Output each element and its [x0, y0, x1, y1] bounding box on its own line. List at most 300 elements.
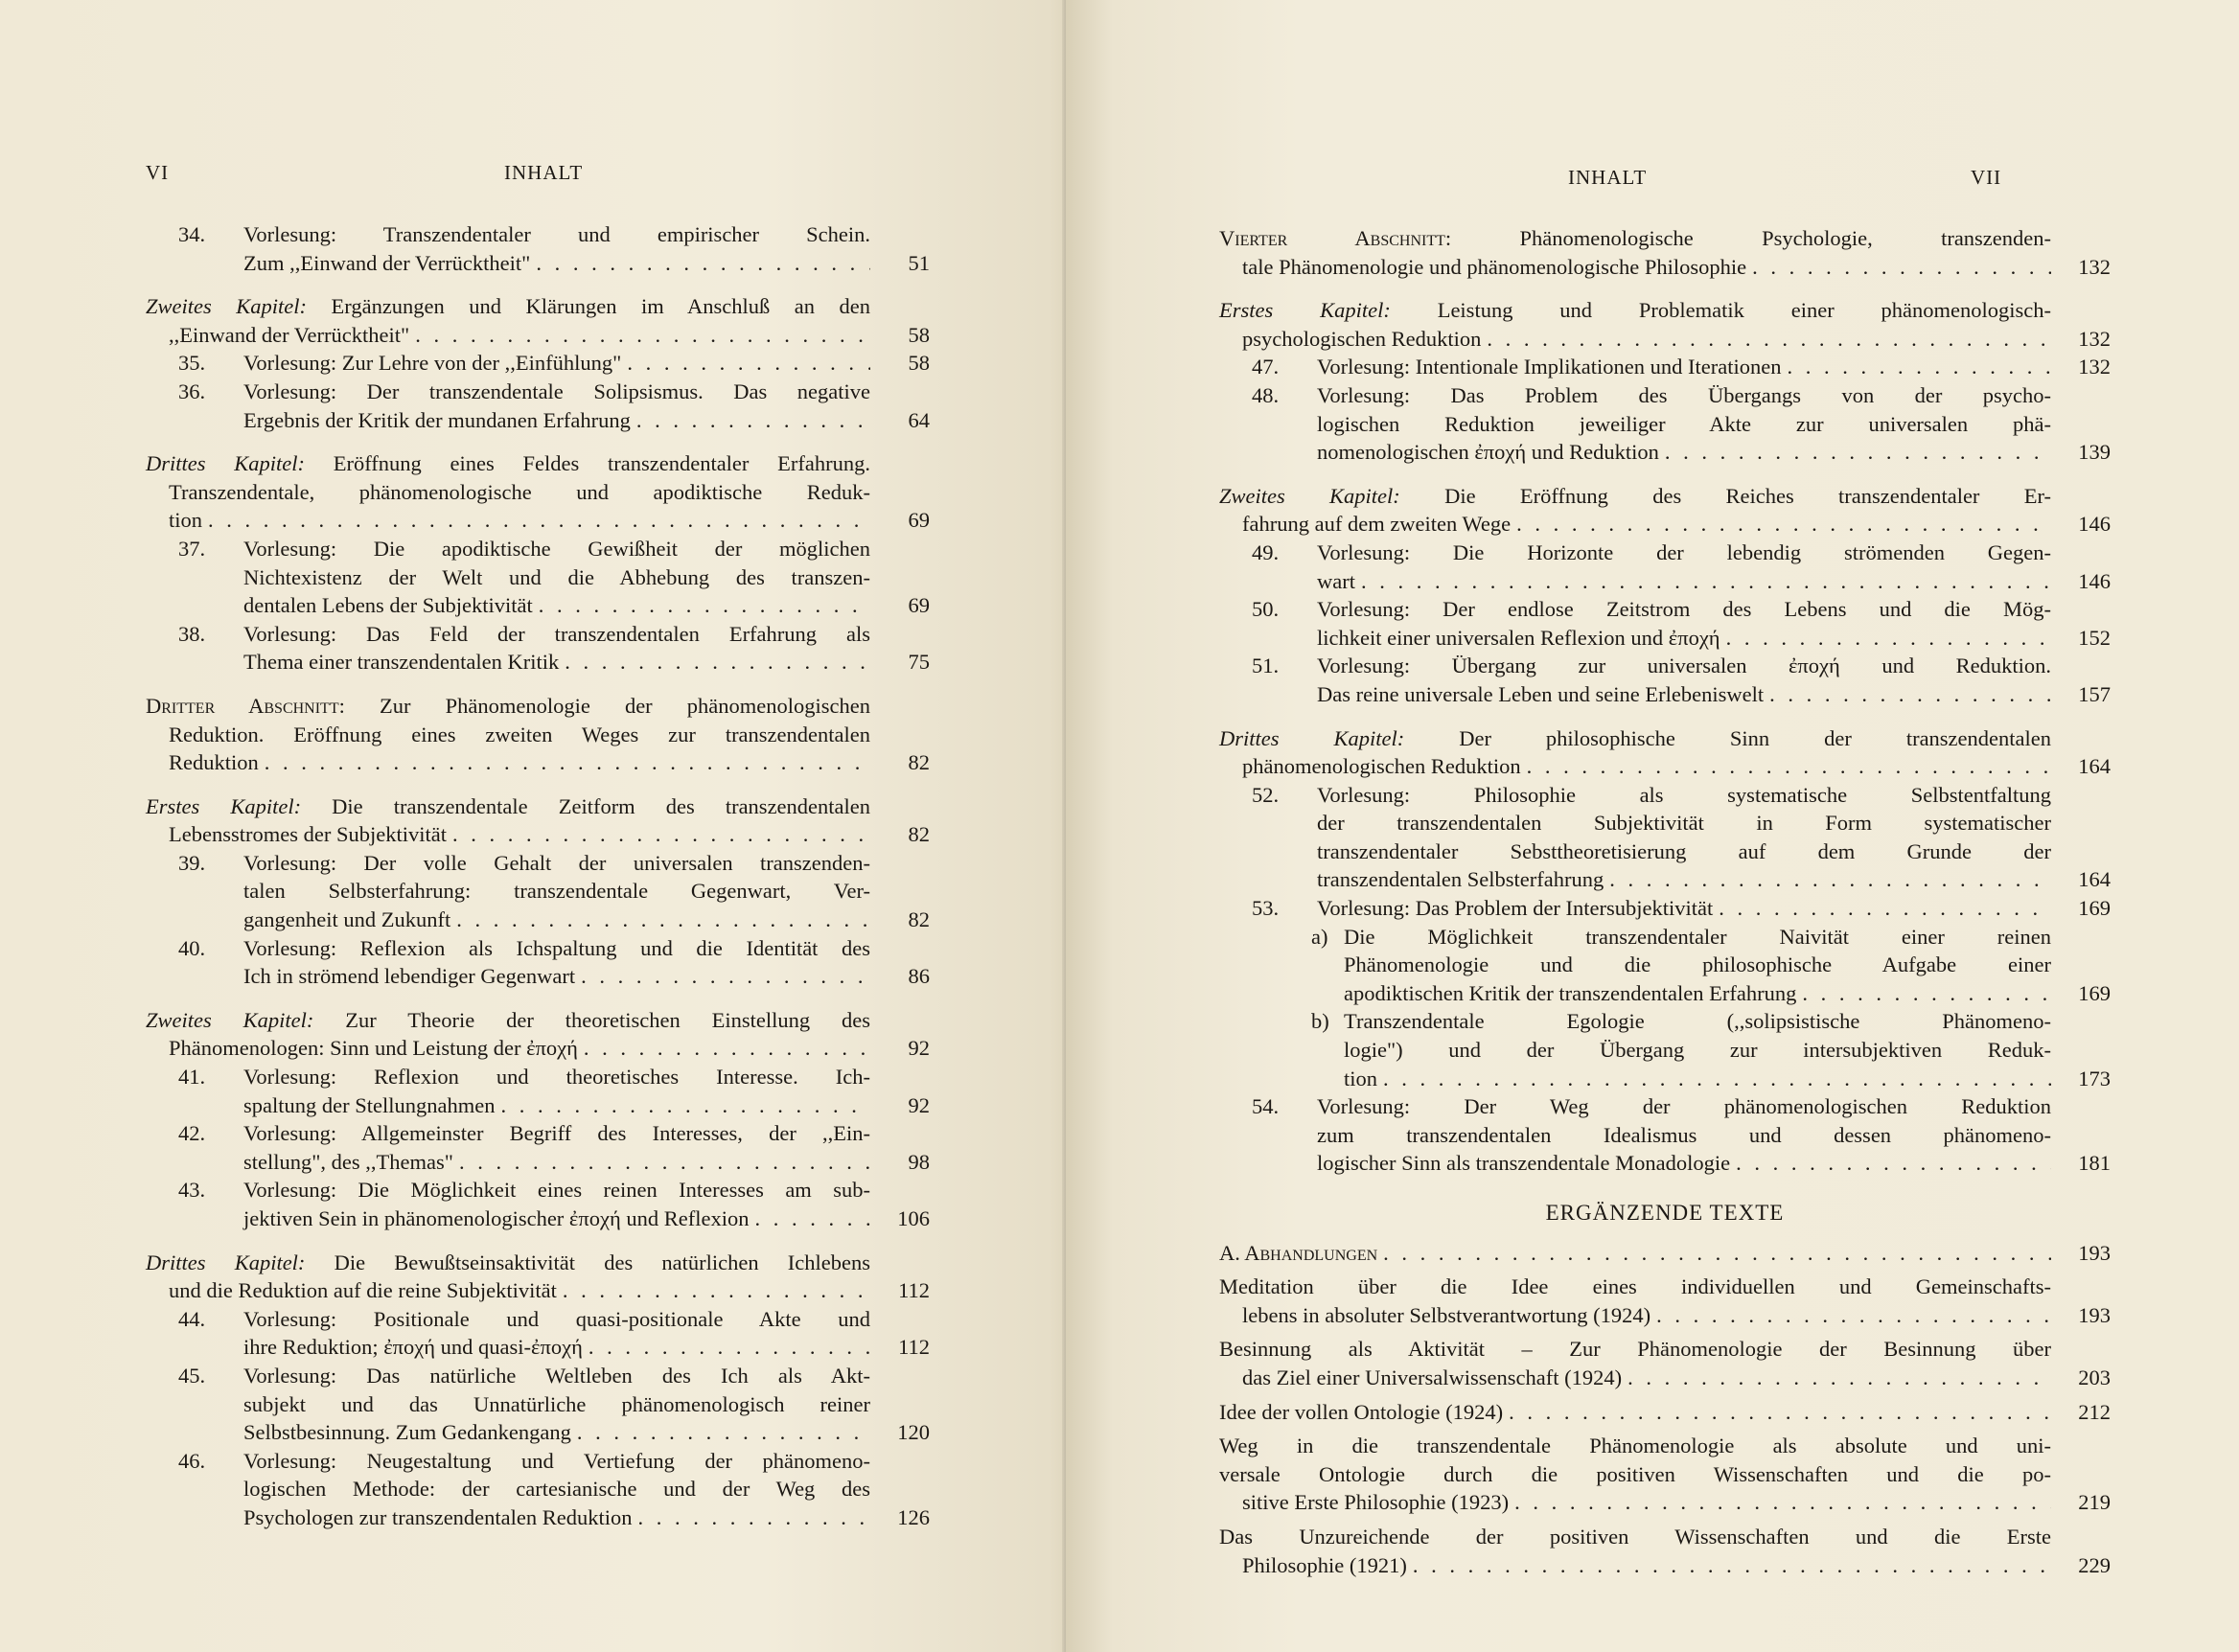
entry-line	[243, 1091, 930, 1120]
page-ref: 69	[908, 593, 930, 618]
toc-entry-r53[interactable]	[1219, 894, 2111, 923]
entry-title: Lebensstromes der Subjektivität	[169, 822, 447, 847]
toc-entry-r53a[interactable]	[1219, 923, 2111, 1008]
entry-text: das Ziel einer Universalwissenschaft (1924)	[1242, 1365, 1623, 1389]
entry-text: Selbstbesinnung. Zum Gedankengang	[243, 1420, 571, 1445]
entry-text: Vorlesung: Das Problem der Intersubjektivität	[1317, 896, 1714, 921]
entry-number: 35.	[178, 351, 206, 376]
entry-text: logie") und der Übergang zur intersubjektiven Reduk-	[1344, 1038, 2051, 1063]
entry-text: Vorlesung: Das Problem des Übergangs von der psycho-	[1317, 382, 2051, 407]
entry-text: Vorlesung: Intentionale Implikationen und Iterationen	[1317, 355, 1782, 379]
page-ref: 92	[908, 1036, 930, 1061]
entry-body	[243, 1176, 930, 1232]
entry-number: b)	[1311, 1009, 1329, 1034]
toc-entry-l45[interactable]	[146, 1362, 930, 1447]
page-ref: 112	[898, 1278, 930, 1303]
entry-line	[1242, 510, 2111, 539]
entry-body	[243, 1063, 930, 1119]
entry-text	[1242, 325, 1481, 354]
page-gap	[2051, 809, 2111, 837]
page-gap	[2051, 1335, 2111, 1364]
entry-line	[1344, 1036, 2111, 1065]
entry-line	[1317, 837, 2111, 866]
entry-text	[1219, 296, 2051, 325]
page-gap	[870, 620, 930, 649]
entry-line	[146, 292, 930, 321]
page-ref: 64	[908, 407, 930, 432]
toc-entry-l42[interactable]	[146, 1119, 930, 1176]
entry-line	[243, 1475, 930, 1503]
page-gap	[2051, 410, 2111, 439]
entry-text: Vorlesung: Der Weg der phänomenologischen Reduktion	[1317, 1094, 2051, 1119]
toc-entry-r53b[interactable]	[1219, 1007, 2111, 1092]
entry-line	[1219, 1335, 2111, 1364]
entry-text: Vorlesung: Die apodiktische Gewißheit der möglichen	[243, 536, 870, 561]
page-ref: 75	[908, 650, 930, 675]
toc-entry-r47[interactable]	[1219, 353, 2111, 381]
entry-body	[243, 349, 930, 378]
entry-line	[1317, 1149, 2111, 1178]
entry-text: Vorlesung: Reflexion als Ichspaltung und die Identität des	[243, 935, 870, 960]
entry-number: 54.	[1252, 1094, 1280, 1119]
entry-text	[1219, 482, 2051, 511]
entry-line	[1219, 224, 2111, 253]
entry-text	[146, 449, 870, 478]
entry-text: Vorlesung: Transzendentaler und empirischer Schein.	[243, 222, 870, 246]
entry-title: : Phänomenologische Psychologie, transzenden-	[1444, 226, 2052, 250]
entry-line	[243, 1205, 930, 1233]
entry-line	[169, 506, 930, 535]
entry-line	[169, 1034, 930, 1063]
entry-title: Reduktion. Eröffnung eines zweiten Weges zur transzendentalen	[169, 722, 870, 746]
entry-title: Phänomenologen: Sinn und Leistung der ἐποχή	[169, 1036, 578, 1061]
entry-title: Der philosophische Sinn der transzendentalen	[1459, 725, 2051, 750]
entry-line	[1219, 1523, 2111, 1551]
leader-dots	[1622, 1364, 2051, 1392]
entry-body	[1317, 1092, 2111, 1178]
page-ref: 98	[908, 1149, 930, 1174]
spacer	[146, 1233, 930, 1249]
entry-number: 41.	[178, 1065, 206, 1090]
page-ref: 86	[908, 964, 930, 989]
entry-label: Zweites Kapitel:	[1219, 483, 1445, 508]
page-gap	[2051, 1121, 2111, 1150]
toc-entry-r50[interactable]	[1219, 595, 2111, 652]
entry-line	[1219, 1488, 2111, 1517]
leader-dots	[749, 1205, 870, 1233]
page-gap	[870, 792, 930, 821]
entry-body	[243, 1119, 930, 1176]
entry-line	[1317, 381, 2111, 410]
page-ref: 112	[898, 1335, 930, 1360]
left-page	[0, 0, 1093, 1652]
entry-line	[243, 849, 930, 878]
page-ref: 92	[908, 1092, 930, 1117]
page-gap	[2051, 1036, 2111, 1065]
toc-entry-l36[interactable]	[146, 378, 930, 434]
entry-line	[1344, 1007, 2111, 1036]
leader-dots	[1650, 1301, 2051, 1330]
entry-text	[169, 1276, 557, 1305]
entry-body	[1344, 1007, 2111, 1092]
page-ref: 146	[2078, 568, 2111, 593]
entry-text	[169, 478, 870, 507]
entry-body	[1317, 595, 2111, 652]
entry-number: 44.	[178, 1306, 206, 1331]
toc-entry-l38[interactable]	[146, 620, 930, 677]
toc-entry-r-zk[interactable]	[1219, 482, 2111, 539]
entry-number: 49.	[1252, 539, 1280, 564]
entry-label: Erstes Kapitel:	[1219, 298, 1438, 323]
page-gap	[870, 1305, 930, 1334]
page-ref: 58	[908, 322, 930, 347]
toc-entry-s1[interactable]	[1219, 1273, 2111, 1329]
spacer	[1219, 467, 2111, 482]
toc-entry-r48[interactable]	[1219, 381, 2111, 467]
leader-dots	[533, 591, 870, 620]
leader-dots	[202, 506, 870, 535]
toc-entry-l-dk2[interactable]	[146, 1249, 930, 1305]
leader-dots	[1509, 1488, 2051, 1517]
toc-left	[146, 220, 930, 1532]
toc-entry-l41[interactable]	[146, 1063, 930, 1119]
toc-entry-r-va[interactable]	[1219, 224, 2111, 281]
leader-dots	[575, 962, 870, 991]
entry-body	[243, 220, 930, 277]
entry-number: 34.	[178, 222, 206, 246]
page-ref: 219	[2078, 1490, 2111, 1515]
entry-text: Vorlesung: Übergang zur universalen ἐποχή und Reduktion.	[1317, 654, 2051, 678]
entry-line	[243, 620, 930, 649]
page-gap	[2051, 482, 2111, 511]
leader-dots	[559, 648, 870, 677]
entry-text	[1242, 253, 1746, 282]
entry-line	[1219, 1364, 2111, 1392]
page-ref: 51	[908, 250, 930, 275]
entry-text	[169, 820, 447, 849]
spacer	[146, 777, 930, 792]
page-ref: 164	[2078, 867, 2111, 892]
entry-text	[169, 1034, 578, 1063]
entry-line	[1344, 1065, 2111, 1093]
toc-entry-s4[interactable]	[1219, 1432, 2111, 1517]
leader-dots	[633, 1503, 870, 1532]
page-ref: 164	[2078, 754, 2111, 779]
page-gap	[870, 1249, 930, 1277]
entry-title: fahrung auf dem zweiten Wege	[1242, 512, 1512, 537]
page-ref: 169	[2078, 896, 2111, 921]
page-ref: 132	[2078, 355, 2111, 379]
entry-label: Drittes Kapitel:	[146, 451, 334, 476]
entry-text: zum transzendentalen Idealismus und dessen phänomeno-	[1317, 1122, 2051, 1147]
entry-number: 47.	[1252, 355, 1280, 379]
entry-line	[1219, 1398, 2111, 1427]
page-number-left: VI	[146, 161, 170, 184]
entry-number: 52.	[1252, 782, 1280, 807]
leader-dots	[453, 1148, 870, 1177]
leader-dots	[583, 1333, 870, 1362]
entry-number: 39.	[178, 850, 206, 875]
toc-entry-s-a[interactable]	[1219, 1239, 2111, 1268]
entry-title: : Zur Phänomenologie der phänomenologischen	[338, 693, 870, 718]
page-ref: 157	[2078, 681, 2111, 706]
entry-line	[243, 1390, 930, 1419]
page-gap	[870, 1362, 930, 1390]
page-ref: 82	[908, 822, 930, 847]
entry-text: logischer Sinn als transzendentale Monadologie	[1317, 1151, 1731, 1176]
page-ref: 82	[908, 750, 930, 775]
page-gap	[870, 849, 930, 878]
entry-text	[169, 748, 259, 777]
page-ref: 132	[2078, 254, 2111, 279]
page-gap	[870, 478, 930, 507]
entry-line	[169, 748, 930, 777]
entry-text: transzendentalen Selbsterfahrung	[1317, 867, 1604, 892]
running-head-right: INHALT	[1568, 166, 1648, 189]
toc-entry-r52[interactable]	[1219, 781, 2111, 894]
entry-line	[1317, 353, 2111, 381]
page-gap	[2051, 595, 2111, 624]
leader-dots	[447, 820, 870, 849]
page-ref: 181	[2078, 1151, 2111, 1176]
leader-dots	[409, 321, 870, 350]
entry-label: Zweites Kapitel:	[146, 1007, 346, 1032]
entry-line	[1317, 781, 2111, 810]
page-gap	[2051, 296, 2111, 325]
entry-text: Das reine universale Leben und seine Erlebeniswelt	[1317, 681, 1765, 706]
entry-number: 48.	[1252, 382, 1280, 407]
entry-line	[243, 1305, 930, 1334]
leader-dots	[1481, 325, 2051, 354]
toc-entry-s3[interactable]	[1219, 1398, 2111, 1427]
entry-line	[146, 449, 930, 478]
toc-entry-l43[interactable]	[146, 1176, 930, 1232]
entry-text: stellung", des ,,Themas"	[243, 1149, 453, 1174]
leader-dots	[557, 1276, 870, 1305]
entry-line	[146, 1006, 930, 1035]
entry-line	[243, 249, 930, 278]
entry-line	[243, 406, 930, 435]
entry-line	[1317, 680, 2111, 709]
entry-body	[243, 620, 930, 677]
toc-entry-l-zk1[interactable]	[146, 292, 930, 349]
entry-text: Vorlesung: Neugestaltung und Vertiefung der phänomeno-	[243, 1448, 870, 1473]
entry-body	[1317, 781, 2111, 894]
entry-line	[1317, 894, 2111, 923]
page-gap	[2051, 1092, 2111, 1121]
page-gap	[870, 535, 930, 563]
entry-body	[1317, 539, 2111, 595]
page-gap	[870, 934, 930, 963]
entry-text: wart	[1317, 568, 1355, 593]
entry-line	[243, 1119, 930, 1148]
page-ref: 193	[2078, 1240, 2111, 1265]
entry-line	[243, 1362, 930, 1390]
toc-entry-r51[interactable]	[1219, 652, 2111, 708]
entry-number: 37.	[178, 536, 206, 561]
page-ref: 229	[2078, 1552, 2111, 1577]
entry-text: logischen Reduktion jeweiliger Akte zur universalen phä-	[1317, 411, 2051, 436]
entry-line	[1344, 951, 2111, 979]
leader-dots	[578, 1034, 870, 1063]
entry-text: jektiven Sein in phänomenologischer ἐποχή und Reflexion	[243, 1206, 750, 1230]
entry-line	[1317, 567, 2111, 596]
entry-line	[243, 906, 930, 934]
page-gap	[870, 563, 930, 592]
entry-text: Ich in strömend lebendiger Gegenwart	[243, 964, 576, 989]
toc-entry-r-dk[interactable]	[1219, 724, 2111, 781]
entry-text: Phänomenologie und die philosophische Aufgabe einer	[1344, 952, 2051, 977]
entry-title: tale Phänomenologie und phänomenologische Philosophie	[1242, 254, 1747, 279]
entry-text: Vorlesung: Der volle Gehalt der universalen transzenden-	[243, 850, 870, 875]
page-gap	[870, 292, 930, 321]
entry-text: Besinnung als Aktivität – Zur Phänomenologie der Besinnung über	[1219, 1337, 2051, 1362]
entry-number: 36.	[178, 379, 206, 403]
entry-title: Reduktion	[169, 750, 259, 775]
entry-text: Philosophie (1921)	[1242, 1552, 1407, 1577]
page-gap	[2051, 1007, 2111, 1036]
entry-line	[169, 721, 930, 749]
toc-entry-l-zk2[interactable]	[146, 1006, 930, 1063]
entry-line	[243, 934, 930, 963]
entry-text: Meditation über die Idee eines individuellen und Gemeinschafts-	[1219, 1274, 2051, 1299]
entry-text: nomenologischen ἐποχή und Reduktion	[1317, 440, 1659, 465]
entry-title: Ergänzungen und Klärungen im Anschluß an den	[331, 294, 870, 319]
entry-text: apodiktischen Kritik der transzendentalen Erfahrung	[1344, 980, 1797, 1005]
spacer	[146, 677, 930, 692]
entry-text: Vorlesung: Reflexion und theoretisches Interesse. Ich-	[243, 1065, 870, 1090]
leader-dots	[1521, 752, 2051, 781]
entry-text	[146, 792, 870, 821]
entry-body	[1317, 894, 2111, 923]
entry-text: Idee der vollen Ontologie (1924)	[1219, 1399, 1504, 1424]
toc-entry-l39[interactable]	[146, 849, 930, 934]
entry-text	[1219, 724, 2051, 753]
entry-label: Erstes Kapitel:	[146, 793, 333, 818]
right-page	[1066, 0, 2239, 1652]
entry-text	[146, 692, 870, 721]
toc-entry-l37[interactable]	[146, 535, 930, 620]
entry-title: psychologischen Reduktion	[1242, 326, 1482, 351]
entry-text	[169, 321, 409, 350]
entry-label: Drittes Kapitel:	[1219, 725, 1460, 750]
page-gap	[870, 1390, 930, 1419]
page-gap	[870, 1063, 930, 1091]
entry-line	[146, 692, 930, 721]
supplement-title: ERGÄNZENDE TEXTE	[1545, 1201, 1785, 1225]
page-gap	[870, 1006, 930, 1035]
entry-line	[243, 591, 930, 620]
toc-entry-l44[interactable]	[146, 1305, 930, 1362]
toc-entry-r49[interactable]	[1219, 539, 2111, 595]
entry-line	[243, 349, 930, 378]
entry-body	[1344, 923, 2111, 1008]
page-gap	[2051, 837, 2111, 866]
entry-body	[243, 849, 930, 934]
entry-body	[243, 1447, 930, 1532]
toc-entry-l46[interactable]	[146, 1447, 930, 1532]
entry-text: Ergebnis der Kritik der mundanen Erfahrung	[243, 407, 631, 432]
entry-line	[243, 220, 930, 249]
entry-line	[1344, 923, 2111, 952]
entry-label: Vierter Abschnitt	[1219, 226, 1445, 250]
entry-body	[1317, 353, 2111, 381]
entry-text: spaltung der Stellungnahmen	[243, 1092, 496, 1117]
entry-line	[1219, 482, 2111, 511]
entry-text: gangenheit und Zukunft	[243, 907, 451, 932]
entry-text: ihre Reduktion; ἐποχή und quasi-ἐποχή	[243, 1335, 583, 1360]
entry-number: 51.	[1252, 654, 1280, 678]
entry-line	[1219, 724, 2111, 753]
entry-number: 46.	[178, 1448, 206, 1473]
entry-line	[1219, 296, 2111, 325]
page-gap	[870, 1119, 930, 1148]
page-gap	[2051, 224, 2111, 253]
entry-text: Thema einer transzendentalen Kritik	[243, 650, 560, 675]
entry-label: A. Abhandlungen	[1219, 1240, 1378, 1265]
page-ref: 169	[2078, 980, 2111, 1005]
spacer	[146, 991, 930, 1006]
entry-line	[243, 962, 930, 991]
entry-body	[243, 934, 930, 991]
entry-text	[1242, 510, 1511, 539]
page-gap	[2051, 539, 2111, 567]
entry-text: Nichtexistenz der Welt und die Abhebung des transzen-	[243, 564, 870, 589]
page-ref: 106	[897, 1206, 930, 1230]
entry-line	[169, 1276, 930, 1305]
entry-number: 45.	[178, 1363, 206, 1388]
entry-text: Vorlesung: Der transzendentale Solipsismus. Das negative	[243, 379, 870, 403]
page-ref: 212	[2078, 1399, 2111, 1424]
entry-text: Vorlesung: Die Horizonte der lebendig strömenden Gegen-	[1317, 539, 2051, 564]
toc-entry-l34[interactable]	[146, 220, 930, 277]
toc-entry-l40[interactable]	[146, 934, 930, 991]
page-gap	[870, 877, 930, 906]
entry-line	[169, 321, 930, 350]
toc-entry-r-ek[interactable]	[1219, 296, 2111, 353]
toc-entry-l-ek[interactable]	[146, 792, 930, 849]
entry-line	[1242, 325, 2111, 354]
spacer	[1219, 1228, 2111, 1239]
page-gap	[2051, 1460, 2111, 1489]
entry-line	[1219, 1460, 2111, 1489]
toc-entry-l35[interactable]	[146, 349, 930, 378]
toc-entry-r54[interactable]	[1219, 1092, 2111, 1178]
entry-text: Das Unzureichende der positiven Wissenschaften und die Erste	[1219, 1524, 2051, 1549]
page-gap	[2051, 1432, 2111, 1460]
leader-dots	[1746, 253, 2051, 282]
page-ref: 146	[2078, 512, 2111, 537]
page-gap	[870, 220, 930, 249]
spacer	[1219, 709, 2111, 724]
page-gap	[870, 721, 930, 749]
toc-entry-s2[interactable]	[1219, 1335, 2111, 1391]
entry-line	[243, 1503, 930, 1532]
page-gap	[2051, 781, 2111, 810]
page-ref: 58	[908, 351, 930, 376]
page-gap	[870, 449, 930, 478]
entry-line	[1317, 438, 2111, 467]
toc-entry-l-da[interactable]	[146, 692, 930, 777]
page-gap	[2051, 381, 2111, 410]
leader-dots	[1604, 865, 2051, 894]
toc-entry-l-dk1[interactable]	[146, 449, 930, 535]
entry-text	[1242, 752, 1521, 781]
spacer	[1219, 1178, 2111, 1199]
leader-dots	[1781, 353, 2051, 381]
toc-entry-s5[interactable]	[1219, 1523, 2111, 1579]
leader-dots	[1407, 1551, 2051, 1580]
